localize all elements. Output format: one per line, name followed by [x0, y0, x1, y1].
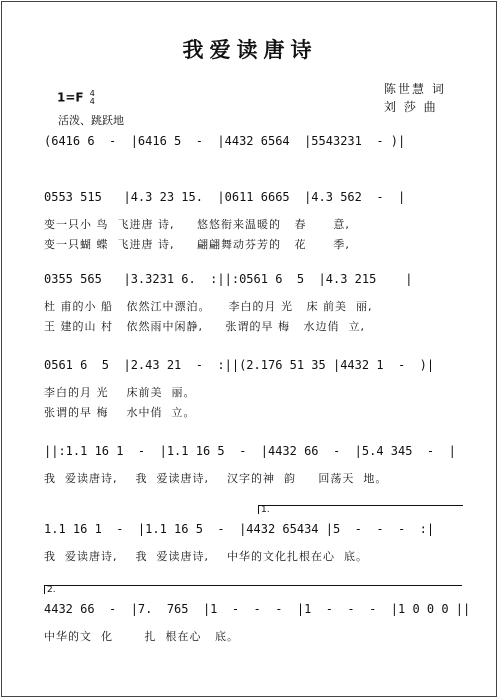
volta-first-label: 1. — [261, 505, 270, 515]
lyricist-credit: 陈世慧 词 — [384, 82, 446, 96]
notation-row-5: ||:1.1 16 1 - |1.1 16 5 - |4432 66 - |5.4 345 - | — [44, 444, 456, 458]
composer-credit: 刘 莎 曲 — [384, 100, 438, 114]
volta-first-ending — [258, 505, 463, 514]
key-signature — [57, 90, 95, 106]
volta-second-label: 2. — [47, 585, 56, 595]
song-title: 我爱读唐诗 — [182, 37, 318, 62]
lyric-row-5: 我 爱读唐诗, 我 爱读唐诗, 汉字的神 韵 回荡天 地。 — [44, 472, 388, 485]
time-signature — [90, 90, 95, 106]
notation-row-7: 4432 66 - |7. 765 |1 - - - |1 - - - |1 0 0 0 || — [44, 602, 471, 616]
tempo-marking: 活泼、跳跃地 — [58, 114, 124, 127]
notation-row-3: 0355 565 |3.3231 6. :||:0561 6 5 |4.3 215 | — [44, 272, 413, 286]
volta-second-ending — [44, 585, 462, 594]
lyric-row-4-verse-1: 李白的月 光 床前美 丽。 — [44, 386, 196, 399]
key-text: 1=F — [57, 90, 84, 105]
lyric-row-7: 中华的文 化 扎 根在心 底。 — [44, 630, 239, 643]
lyric-row-2-verse-1: 变一只小 鸟 飞进唐 诗, 悠悠衔来温暖的 春 意, — [44, 218, 350, 231]
lyric-row-4-verse-2: 张谓的早 梅 水中俏 立。 — [44, 406, 196, 419]
notation-row-4: 0561 6 5 |2.43 21 - :||(2.176 51 35 |4432 1 - )| — [44, 358, 435, 372]
lyric-row-3-verse-2: 王 建的山 村 依然雨中闲静, 张谓的早 梅 水边俏 立, — [44, 320, 365, 333]
notation-row-6: 1.1 16 1 - |1.1 16 5 - |4432 65434 |5 - - - :| — [44, 522, 435, 536]
time-top: 4 — [89, 89, 95, 98]
notation-row-2: 0553 515 |4.3 23 15. |0611 6665 |4.3 562 - | — [44, 190, 406, 204]
time-bottom: 4 — [89, 97, 95, 106]
notation-row-1: (6416 6 - |6416 5 - |4432 6564 |5543231 - )| — [44, 134, 406, 148]
lyric-row-2-verse-2: 变一只蝴 蝶 飞进唐 诗, 翩翩舞动芬芳的 花 季, — [44, 238, 350, 251]
lyric-row-3-verse-1: 杜 甫的小 船 依然江中漂泊。 李白的月 光 床 前美 丽, — [44, 300, 373, 313]
lyric-row-6: 我 爱读唐诗, 我 爱读唐诗, 中华的文化扎根在心 底。 — [44, 550, 368, 563]
